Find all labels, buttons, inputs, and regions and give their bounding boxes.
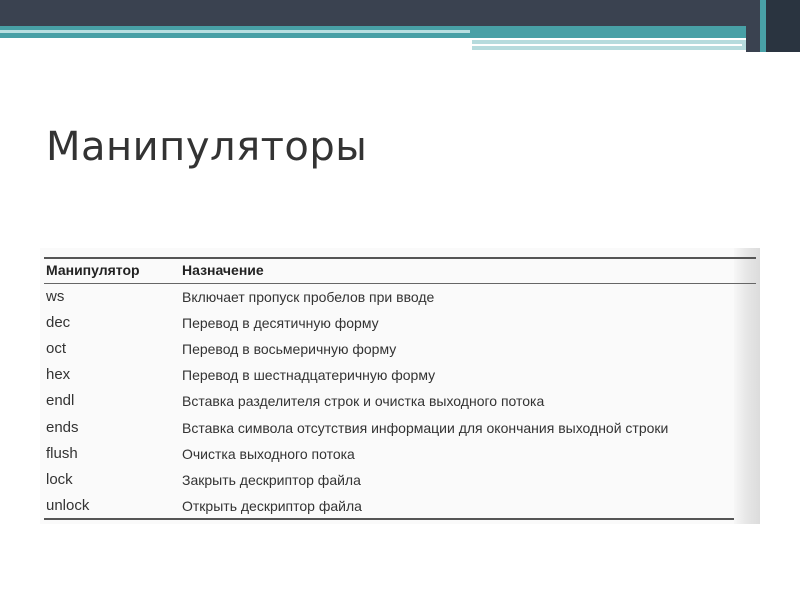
table-header-rule bbox=[44, 283, 756, 284]
slide-title: Манипуляторы bbox=[46, 124, 368, 170]
table-row bbox=[0, 392, 800, 418]
manipulator-name: hex bbox=[46, 366, 71, 384]
manipulator-name: ends bbox=[46, 418, 79, 436]
manipulator-purpose: Закрыть дескриптор файла bbox=[182, 471, 361, 488]
manipulator-purpose: Перевод в десятичную форму bbox=[182, 315, 379, 332]
manipulator-name: ws bbox=[46, 288, 65, 305]
table-row bbox=[0, 288, 800, 314]
manipulator-purpose: Перевод в шестнадцатеричную форму bbox=[182, 367, 436, 384]
manipulator-name: dec bbox=[46, 314, 71, 332]
corner-accent bbox=[760, 0, 800, 52]
table-bottom-rule bbox=[44, 518, 734, 520]
manipulator-name: lock bbox=[46, 470, 73, 488]
table-header-purpose: Назначение bbox=[182, 262, 264, 278]
table-row bbox=[0, 340, 800, 366]
manipulator-purpose: Открыть дескриптор файла bbox=[182, 497, 362, 514]
manipulator-name: endl bbox=[46, 392, 75, 410]
accent-strip-line bbox=[472, 44, 742, 46]
manipulator-name: flush bbox=[46, 444, 78, 462]
table-header-manipulator: Манипулятор bbox=[46, 262, 140, 278]
accent-highlight bbox=[0, 30, 470, 33]
table-row bbox=[0, 419, 800, 445]
table-row bbox=[0, 445, 800, 471]
header-bar bbox=[0, 0, 800, 26]
manipulator-name: oct bbox=[46, 340, 67, 358]
table-row bbox=[0, 471, 800, 497]
manipulator-name: unlock bbox=[46, 496, 90, 514]
manipulator-purpose: Перевод в восьмеричную форму bbox=[182, 341, 397, 358]
manipulator-purpose: Включает пропуск пробелов при вводе bbox=[182, 289, 435, 305]
table-row bbox=[0, 314, 800, 340]
manipulator-purpose: Вставка символа отсутствия информации для окончания выходной строки bbox=[182, 419, 669, 436]
table-top-rule bbox=[44, 257, 756, 259]
manipulator-purpose: Вставка разделителя строк и очистка выходного потока bbox=[182, 393, 545, 410]
table-row bbox=[0, 366, 800, 392]
manipulator-purpose: Очистка выходного потока bbox=[182, 445, 355, 462]
